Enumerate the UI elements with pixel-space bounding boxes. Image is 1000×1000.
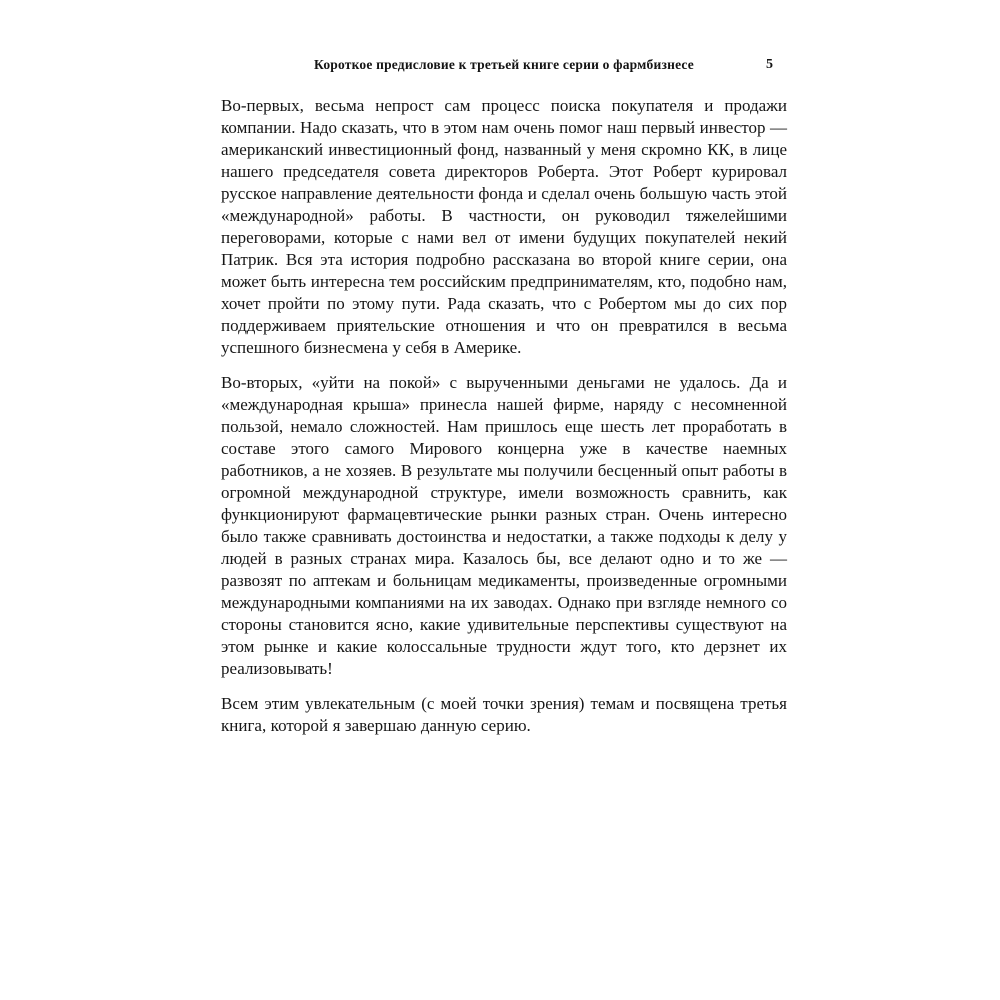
paragraph-3: Всем этим увлекательным (с моей точки зрения) темам и посвящена третья книга, которой я завершаю данную серию. <box>221 694 787 735</box>
page-number: 5 <box>766 57 773 72</box>
body-text <box>221 95 787 737</box>
book-page <box>221 0 787 1000</box>
paragraph-2: Во-вторых, «уйти на покой» с вырученными деньгами не удалось. Да и «международная крыша» принесла нашей фирме, наряду с несомненной пользой, немало сложностей. Нам пришлось еще шесть лет проработать в составе этого самого Мирового концерна уже в качестве наемных работников, а не хозяев. В результате мы получили бесценный опыт работы в огромной международной структуре, имели возможность сравнить, как функционируют фармацевтические рынки разных стран. Очень интересно было также сравнивать достоинства и недостатки, а также подходы к делу у людей в разных странах мира. Казалось бы, все делают одно и то же — развозят по аптекам и больницам медикаменты, произведенные огромными международными компаниями на их заводах. Однако при взгляде немного со стороны становится ясно, какие удивительные перспективы существуют на этом рынке и какие колоссальные трудности ждут того, кто дерзнет их реализовывать! <box>221 373 787 678</box>
running-head-title: Короткое предисловие к третьей книге серии о фармбизнесе <box>314 57 694 72</box>
running-head <box>221 57 787 75</box>
paragraph-1: Во-первых, весьма непрост сам процесс поиска покупателя и продажи компании. Надо сказать, что в этом нам очень помог наш первый инвестор — американский инвестиционный фонд, названный у меня скромно КК, в лице нашего председателя совета директоров Роберта. Этот Роберт курировал русское направление деятельности фонда и сделал очень большую часть этой «международной» работы. В частности, он руководил тяжелейшими переговорами, которые с нами вел от имени будущих покупателей некий Патрик. Вся эта история подробно рассказана во второй книге серии, она может быть интересна тем российским предпринимателям, кто, подобно нам, хочет пройти по этому пути. Рада сказать, что с Робертом мы до сих пор поддерживаем приятельские отношения и что он превратился в весьма успешного бизнесмена у себя в Америке. <box>221 96 787 357</box>
